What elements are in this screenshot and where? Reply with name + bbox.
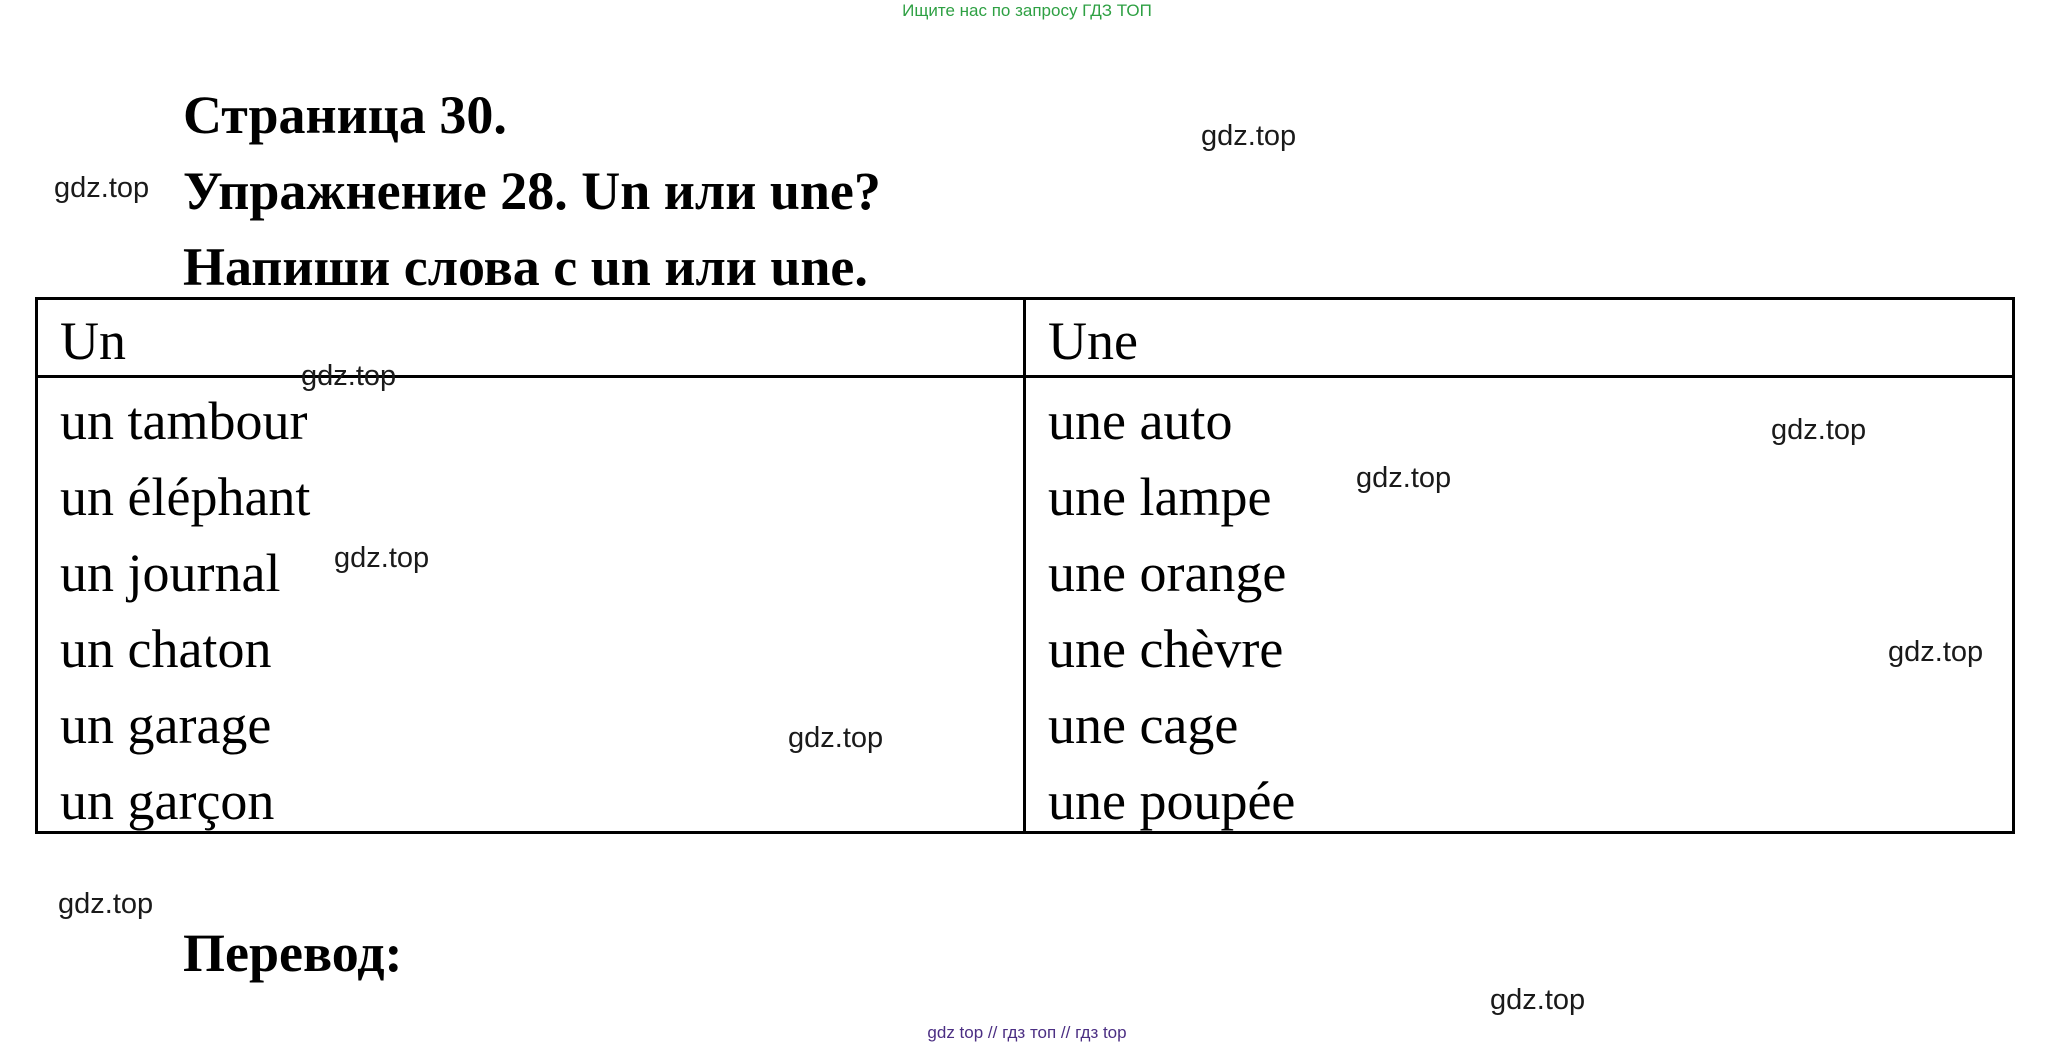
watermark: gdz.top bbox=[1201, 120, 1297, 152]
une-word: une lampe bbox=[1048, 467, 1272, 527]
watermark: gdz.top bbox=[58, 888, 154, 920]
exercise-heading: Упражнение 28. Un или une? bbox=[183, 161, 881, 221]
watermark: gdz.top bbox=[1771, 414, 1867, 446]
translation-heading: Перевод: bbox=[183, 923, 403, 983]
une-word: une poupée bbox=[1048, 771, 1296, 831]
page-heading: Страница 30. bbox=[183, 85, 507, 145]
un-word: un journal bbox=[60, 543, 281, 603]
footer-watermark: gdz top // гдз топ // гдз top bbox=[927, 1023, 1127, 1042]
un-word: un garçon bbox=[60, 771, 275, 831]
watermark: gdz.top bbox=[1888, 636, 1984, 668]
une-word: une orange bbox=[1048, 543, 1287, 603]
un-word: un éléphant bbox=[60, 467, 311, 527]
watermark: gdz.top bbox=[334, 542, 430, 574]
top-banner: Ищите нас по запросу ГДЗ ТОП bbox=[902, 1, 1152, 20]
watermark: gdz.top bbox=[1356, 462, 1452, 494]
watermark: gdz.top bbox=[54, 172, 150, 204]
un-header: Un bbox=[60, 311, 126, 371]
un-word: un garage bbox=[60, 695, 272, 755]
column-divider bbox=[1023, 300, 1026, 831]
une-word: une cage bbox=[1048, 695, 1239, 755]
task-instruction: Напиши слова с un или une. bbox=[183, 237, 868, 297]
watermark: gdz.top bbox=[301, 360, 397, 392]
une-word: une chèvre bbox=[1048, 619, 1284, 679]
une-word: une auto bbox=[1048, 391, 1233, 451]
watermark: gdz.top bbox=[788, 722, 884, 754]
un-word: un tambour bbox=[60, 391, 308, 451]
une-header: Une bbox=[1048, 311, 1138, 371]
watermark: gdz.top bbox=[1490, 984, 1586, 1016]
un-word: un chaton bbox=[60, 619, 272, 679]
